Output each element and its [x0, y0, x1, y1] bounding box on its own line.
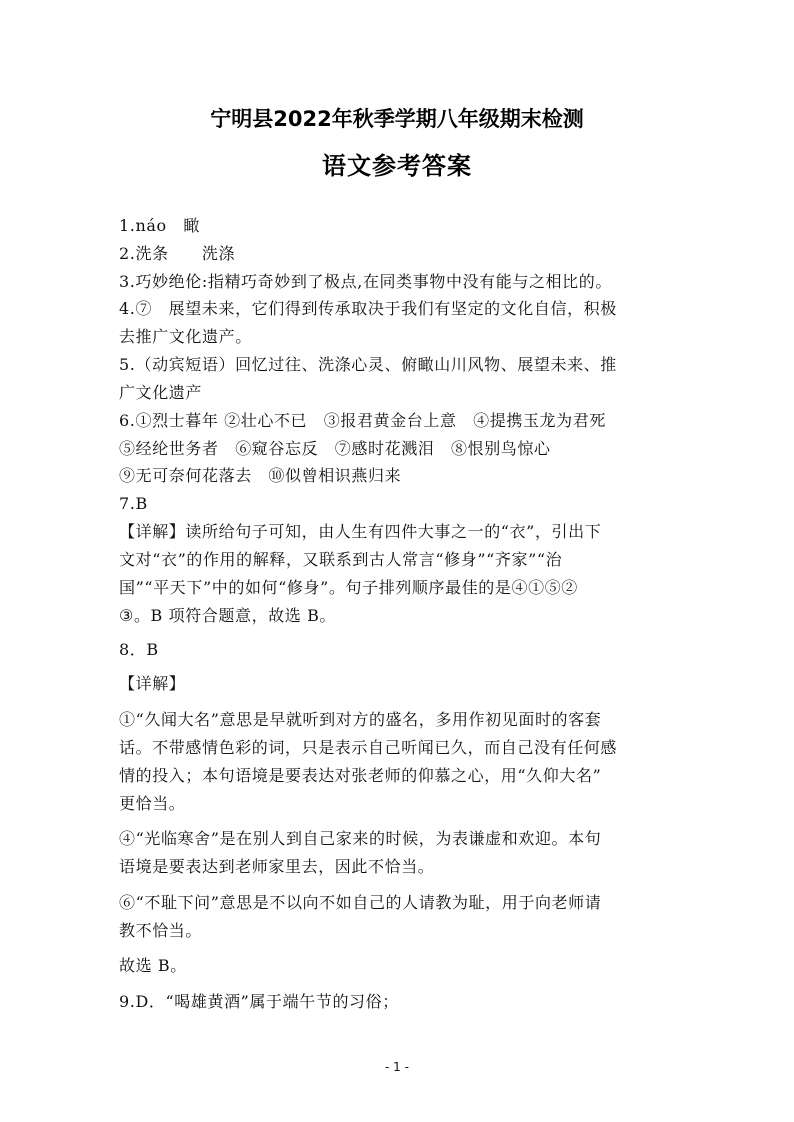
answer-line: 故选 B。 — [119, 956, 187, 975]
document-subtitle: 语文参考答案 — [322, 152, 472, 180]
answer-line: 3.巧妙绝伦:指精巧奇妙到了极点,在同类事物中没有能与之相比的。 — [119, 272, 612, 291]
answer-line: 广文化遗产 — [119, 383, 203, 402]
answer-line: 更恰当。 — [119, 794, 186, 813]
answer-line: 9.D．“喝雄黄酒”属于端午节的习俗； — [119, 992, 399, 1011]
answer-line: ⑨无可奈何花落去 ⑩似曾相识燕归来 — [119, 466, 402, 485]
answer-line: 文对“衣”的作用的解释，又联系到古人常言“修身”“齐家”“治 — [119, 550, 563, 569]
answer-line: 6.①烈士暮年 ②壮心不已 ③报君黄金台上意 ④提携玉龙为君死 — [119, 411, 606, 430]
answer-line: 【详解】 — [119, 674, 186, 693]
answer-line: 去推广文化遗产。 — [119, 327, 252, 346]
answer-line: 7.B — [119, 494, 148, 513]
answer-line: ①“久闻大名”意思是早就听到对方的盛名，多用作初见面时的客套 — [119, 710, 602, 729]
answer-line: 2.洗条 洗涤 — [119, 244, 236, 263]
answer-line: 4.⑦ 展望未来，它们得到传承取决于我们有坚定的文化自信，积极 — [119, 299, 617, 318]
answer-line: 1.náo 瞰 — [119, 216, 200, 235]
answer-line: ⑥“不耻下问”意思是不以向不如自己的人请教为耻，用于向老师请 — [119, 893, 602, 912]
answer-line: ③。B 项符合题意，故选 B。 — [119, 606, 337, 625]
page-number: - 1 - — [385, 1060, 409, 1074]
answer-line: 8．B — [119, 640, 159, 659]
answer-line: 教不恰当。 — [119, 921, 203, 940]
answer-line: 国”“平天下”中的如何“修身”。句子排列顺序最佳的是④①⑤② — [119, 578, 578, 597]
answer-line: ④“光临寒舍”是在别人到自己家来的时候，为表谦虚和欢迎。本句 — [119, 829, 602, 848]
answer-line: ⑤经纶世务者 ⑥窥谷忘反 ⑦感时花溅泪 ⑧恨别鸟惊心 — [119, 439, 551, 458]
answer-line: 5.（动宾短语）回忆过往、洗涤心灵、俯瞰山川风物、展望未来、推 — [119, 355, 617, 374]
answer-line: 【详解】读所给句子可知，由人生有四件大事之一的“衣”，引出下 — [119, 522, 602, 541]
answer-line: 语境是要表达到老师家里去，因此不恰当。 — [119, 857, 435, 876]
answer-line: 情的投入；本句语境是要表达对张老师的仰慕之心，用“久仰大名” — [119, 766, 602, 785]
answer-line: 话。不带感情色彩的词，只是表示自己听闻已久，而自己没有任何感 — [119, 738, 618, 757]
document-title: 宁明县2022年秋季学期八年级期末检测 — [210, 107, 584, 131]
